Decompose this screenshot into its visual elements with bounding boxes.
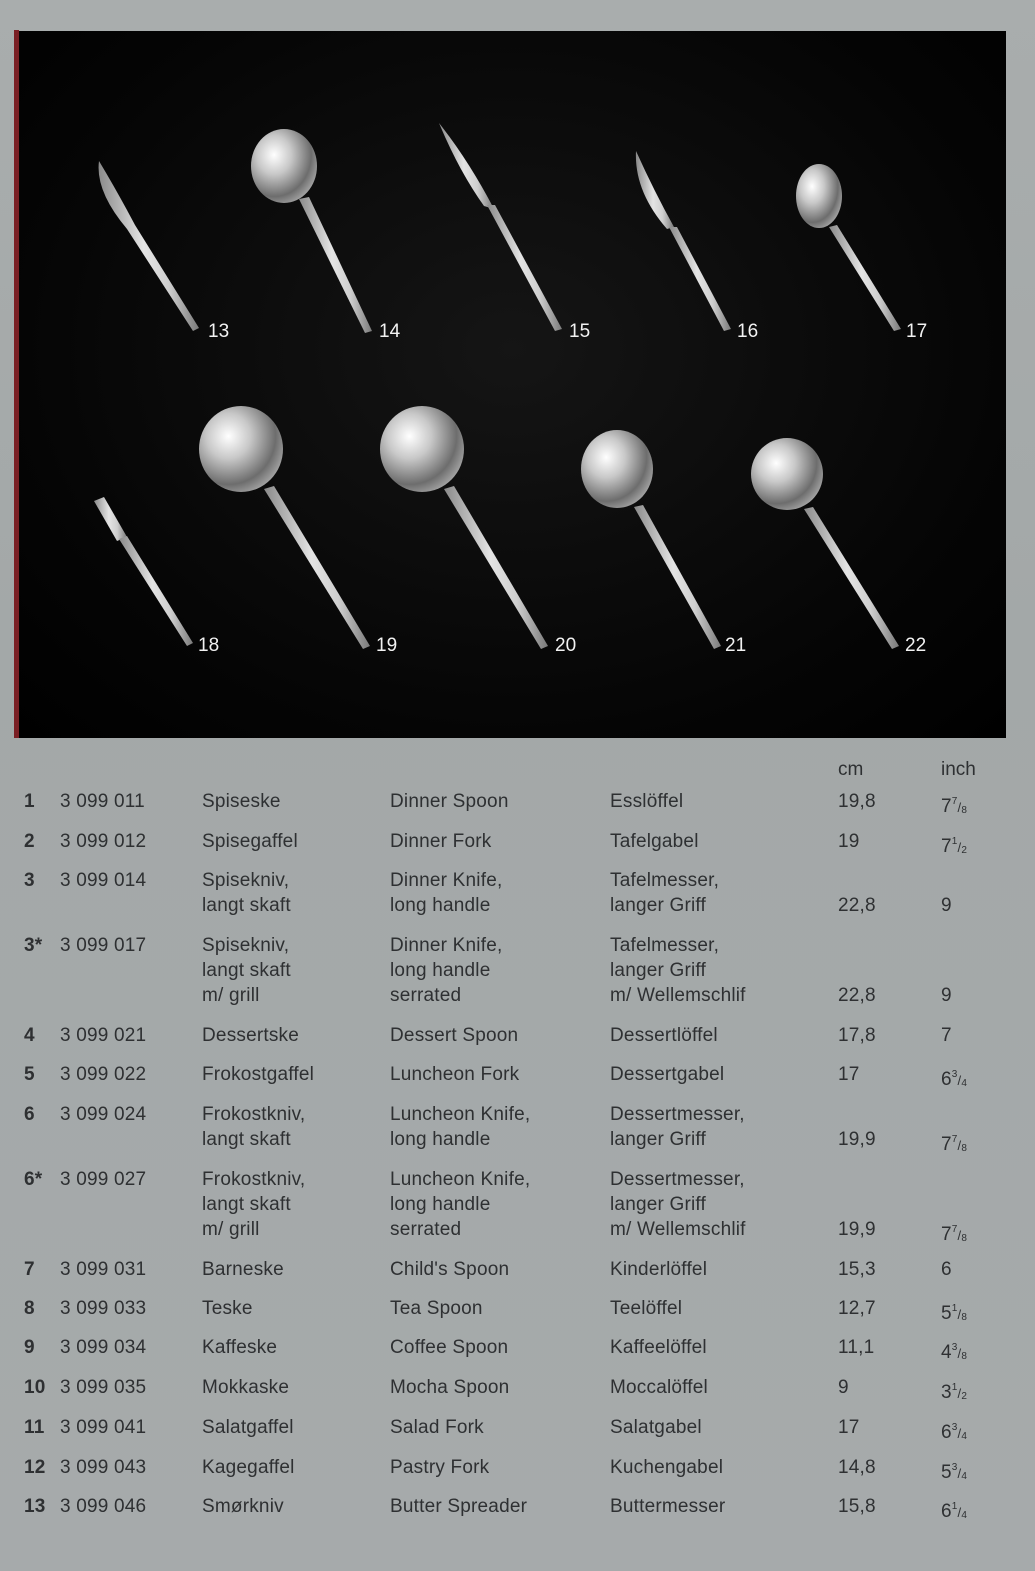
item-name-german: Moccalöffel bbox=[610, 1377, 708, 1398]
item-length-inch bbox=[941, 1335, 967, 1369]
item-length-cm: 17 bbox=[838, 1417, 860, 1438]
item-code: 3 099 034 bbox=[60, 1337, 147, 1358]
inch-whole: 6 bbox=[941, 1259, 952, 1280]
inch-whole: 6 bbox=[941, 1069, 952, 1090]
item-name-german: Kaffeelöffel bbox=[610, 1337, 707, 1358]
inch-fraction-numerator: 1 bbox=[951, 1382, 958, 1393]
fraction-slash: / bbox=[957, 1466, 962, 1481]
fraction-slash: / bbox=[957, 1228, 962, 1243]
inch-whole: 6 bbox=[941, 1422, 952, 1443]
inch-whole: 7 bbox=[941, 1134, 952, 1155]
piece-label-18: 18 bbox=[198, 635, 220, 656]
item-length-cm: 19,9 bbox=[838, 1219, 876, 1240]
item-code: 3 099 041 bbox=[60, 1417, 147, 1438]
fraction-slash: / bbox=[957, 1307, 962, 1322]
item-length-cm: 14,8 bbox=[838, 1457, 876, 1478]
inch-whole: 6 bbox=[941, 1501, 952, 1522]
piece-13-butter-spreader bbox=[99, 161, 199, 331]
item-number: 6 bbox=[24, 1104, 35, 1125]
item-length-inch bbox=[941, 1257, 952, 1282]
item-length-inch bbox=[941, 983, 952, 1008]
item-length-cm: 22,8 bbox=[838, 895, 876, 916]
item-name-german: Tafelgabel bbox=[610, 831, 699, 852]
inch-whole: 7 bbox=[941, 796, 952, 817]
item-name-norwegian: Frokostkniv, langt skaft m/ grill bbox=[202, 1169, 306, 1240]
fraction-slash: / bbox=[957, 1426, 962, 1441]
item-name-english: Salad Fork bbox=[390, 1417, 484, 1438]
item-length-inch bbox=[941, 893, 952, 918]
inch-fraction-denominator: 8 bbox=[961, 1233, 968, 1244]
item-length-inch bbox=[941, 1127, 967, 1161]
item-name-german: Teelöffel bbox=[610, 1298, 683, 1319]
item-name-english: Mocha Spoon bbox=[390, 1377, 510, 1398]
item-length-inch bbox=[941, 1455, 967, 1489]
item-name-norwegian: Barneske bbox=[202, 1259, 284, 1280]
piece-label-20: 20 bbox=[555, 635, 577, 656]
inch-whole: 4 bbox=[941, 1342, 952, 1363]
item-name-norwegian: Spisekniv, langt skaft bbox=[202, 870, 291, 916]
inch-fraction-numerator: 7 bbox=[951, 1134, 958, 1145]
item-length-inch bbox=[941, 1494, 967, 1528]
item-name-german: Kuchengabel bbox=[610, 1457, 724, 1478]
item-code: 3 099 031 bbox=[60, 1259, 147, 1280]
item-number: 7 bbox=[24, 1259, 35, 1280]
item-length-inch bbox=[941, 1023, 952, 1048]
inch-whole: 7 bbox=[941, 836, 952, 857]
cutlery-photo bbox=[19, 31, 1006, 738]
item-name-norwegian: Spisegaffel bbox=[202, 831, 298, 852]
item-length-inch bbox=[941, 1217, 967, 1251]
item-name-norwegian: Spiseske bbox=[202, 791, 281, 812]
inch-whole: 5 bbox=[941, 1303, 952, 1324]
item-length-cm: 11,1 bbox=[838, 1337, 875, 1358]
inch-fraction-numerator: 3 bbox=[951, 1462, 958, 1473]
inch-fraction-numerator: 7 bbox=[951, 1224, 958, 1235]
item-name-german: Esslöffel bbox=[610, 791, 684, 812]
item-number: 8 bbox=[24, 1298, 35, 1319]
item-name-norwegian: Dessertske bbox=[202, 1025, 300, 1046]
item-length-cm: 9 bbox=[838, 1377, 849, 1398]
item-code: 3 099 012 bbox=[60, 831, 147, 852]
item-code: 3 099 022 bbox=[60, 1064, 147, 1085]
inch-whole: 5 bbox=[941, 1462, 952, 1483]
item-name-norwegian: Frokostgaffel bbox=[202, 1064, 315, 1085]
item-name-german: Tafelmesser, langer Griff bbox=[610, 870, 720, 916]
inch-fraction-denominator: 4 bbox=[961, 1078, 968, 1089]
fraction-slash: / bbox=[957, 800, 962, 815]
piece-label-15: 15 bbox=[569, 321, 591, 342]
item-name-norwegian: Salatgaffel bbox=[202, 1417, 294, 1438]
piece-label-14: 14 bbox=[379, 321, 401, 342]
item-name-english: Luncheon Knife, long handle serrated bbox=[390, 1169, 531, 1240]
item-code: 3 099 035 bbox=[60, 1377, 147, 1398]
item-number: 13 bbox=[24, 1496, 46, 1517]
item-number: 6* bbox=[24, 1169, 43, 1190]
inch-fraction-denominator: 8 bbox=[961, 1143, 968, 1154]
header-inch: inch bbox=[941, 759, 976, 780]
item-length-inch bbox=[941, 829, 967, 863]
item-number: 10 bbox=[24, 1377, 46, 1398]
item-name-english: Butter Spreader bbox=[390, 1496, 528, 1517]
piece-label-21: 21 bbox=[725, 635, 747, 656]
inch-fraction-denominator: 4 bbox=[961, 1471, 968, 1482]
item-name-norwegian: Frokostkniv, langt skaft bbox=[202, 1104, 306, 1150]
piece-18-fork bbox=[94, 497, 193, 646]
item-name-norwegian: Kagegaffel bbox=[202, 1457, 295, 1478]
piece-20-serving-fork bbox=[380, 406, 548, 649]
item-number: 1 bbox=[24, 791, 35, 812]
item-name-norwegian: Spisekniv, langt skaft m/ grill bbox=[202, 935, 291, 1006]
item-number: 2 bbox=[24, 831, 35, 852]
item-name-norwegian: Mokkaske bbox=[202, 1377, 290, 1398]
fraction-slash: / bbox=[957, 1073, 962, 1088]
piece-17-spoon bbox=[796, 164, 901, 331]
item-length-inch bbox=[941, 1062, 967, 1096]
item-number: 12 bbox=[24, 1457, 46, 1478]
item-length-cm: 15,3 bbox=[838, 1259, 876, 1280]
item-name-german: Dessertgabel bbox=[610, 1064, 725, 1085]
item-code: 3 099 027 bbox=[60, 1169, 147, 1190]
item-length-cm: 15,8 bbox=[838, 1496, 876, 1517]
item-name-english: Luncheon Fork bbox=[390, 1064, 520, 1085]
inch-fraction-denominator: 4 bbox=[961, 1431, 968, 1442]
fraction-slash: / bbox=[957, 1386, 962, 1401]
item-length-inch bbox=[941, 1415, 967, 1449]
item-name-english: Dessert Spoon bbox=[390, 1025, 519, 1046]
fraction-slash: / bbox=[957, 1346, 962, 1361]
item-name-german: Dessertmesser, langer Griff m/ Wellemschlif bbox=[610, 1169, 746, 1240]
fraction-slash: / bbox=[957, 1138, 962, 1153]
item-length-cm: 17 bbox=[838, 1064, 860, 1085]
fraction-slash: / bbox=[957, 1505, 962, 1520]
item-length-cm: 12,7 bbox=[838, 1298, 876, 1319]
inch-fraction-denominator: 8 bbox=[961, 1312, 968, 1323]
item-code: 3 099 021 bbox=[60, 1025, 147, 1046]
item-name-english: Dinner Knife, long handle bbox=[390, 870, 503, 916]
inch-whole: 9 bbox=[941, 985, 952, 1006]
item-length-cm: 19,9 bbox=[838, 1129, 876, 1150]
inch-fraction-numerator: 7 bbox=[951, 796, 958, 807]
item-name-norwegian: Smørkniv bbox=[202, 1496, 284, 1517]
inch-fraction-numerator: 1 bbox=[951, 1303, 958, 1314]
inch-fraction-denominator: 2 bbox=[961, 845, 968, 856]
piece-16-knife bbox=[636, 151, 731, 331]
piece-15-server bbox=[439, 123, 562, 331]
item-length-inch bbox=[941, 1375, 967, 1409]
item-name-english: Luncheon Knife, long handle bbox=[390, 1104, 531, 1150]
inch-whole: 3 bbox=[941, 1382, 952, 1403]
item-name-german: Kinderlöffel bbox=[610, 1259, 708, 1280]
item-length-cm: 17,8 bbox=[838, 1025, 876, 1046]
inch-fraction-numerator: 1 bbox=[951, 836, 958, 847]
item-name-german: Tafelmesser, langer Griff m/ Wellemschlif bbox=[610, 935, 746, 1006]
item-code: 3 099 017 bbox=[60, 935, 147, 956]
piece-19-serving-spoon bbox=[199, 406, 370, 649]
item-name-german: Dessertlöffel bbox=[610, 1025, 718, 1046]
inch-fraction-numerator: 3 bbox=[951, 1069, 958, 1080]
item-number: 4 bbox=[24, 1025, 35, 1046]
item-length-inch bbox=[941, 789, 967, 823]
item-code: 3 099 043 bbox=[60, 1457, 147, 1478]
item-code: 3 099 046 bbox=[60, 1496, 147, 1517]
item-code: 3 099 011 bbox=[60, 791, 145, 812]
inch-fraction-denominator: 8 bbox=[961, 805, 968, 816]
item-length-cm: 19 bbox=[838, 831, 860, 852]
item-name-english: Dinner Fork bbox=[390, 831, 492, 852]
item-number: 9 bbox=[24, 1337, 35, 1358]
item-name-english: Child's Spoon bbox=[390, 1259, 510, 1280]
piece-label-17: 17 bbox=[906, 321, 928, 342]
item-code: 3 099 014 bbox=[60, 870, 147, 891]
cutlery-illustration bbox=[19, 31, 1006, 738]
inch-fraction-numerator: 3 bbox=[951, 1342, 958, 1353]
item-name-english: Coffee Spoon bbox=[390, 1337, 509, 1358]
item-number: 3* bbox=[24, 935, 43, 956]
header-cm: cm bbox=[838, 759, 864, 780]
piece-label-16: 16 bbox=[737, 321, 759, 342]
fraction-slash: / bbox=[957, 840, 962, 855]
inch-fraction-denominator: 2 bbox=[961, 1391, 968, 1402]
piece-label-22: 22 bbox=[905, 635, 927, 656]
item-length-cm: 19,8 bbox=[838, 791, 876, 812]
piece-22-salad-fork bbox=[751, 438, 899, 649]
inch-whole: 9 bbox=[941, 895, 952, 916]
inch-fraction-numerator: 3 bbox=[951, 1422, 958, 1433]
item-name-german: Buttermesser bbox=[610, 1496, 726, 1517]
item-name-english: Dinner Knife, long handle serrated bbox=[390, 935, 503, 1006]
item-name-english: Tea Spoon bbox=[390, 1298, 483, 1319]
item-name-norwegian: Kaffeske bbox=[202, 1337, 278, 1358]
inch-fraction-numerator: 1 bbox=[951, 1501, 958, 1512]
item-name-norwegian: Teske bbox=[202, 1298, 253, 1319]
item-number: 11 bbox=[24, 1417, 45, 1438]
item-length-inch bbox=[941, 1296, 967, 1330]
item-name-english: Pastry Fork bbox=[390, 1457, 490, 1478]
inch-whole: 7 bbox=[941, 1025, 952, 1046]
piece-21-serving-spoon bbox=[581, 430, 721, 649]
piece-label-13: 13 bbox=[208, 321, 230, 342]
item-code: 3 099 033 bbox=[60, 1298, 147, 1319]
item-number: 5 bbox=[24, 1064, 35, 1085]
item-code: 3 099 024 bbox=[60, 1104, 147, 1125]
inch-fraction-denominator: 4 bbox=[961, 1510, 968, 1521]
piece-label-19: 19 bbox=[376, 635, 398, 656]
item-number: 3 bbox=[24, 870, 35, 891]
item-name-german: Dessertmesser, langer Griff bbox=[610, 1104, 745, 1150]
item-length-cm: 22,8 bbox=[838, 985, 876, 1006]
item-name-german: Salatgabel bbox=[610, 1417, 702, 1438]
inch-whole: 7 bbox=[941, 1224, 952, 1245]
piece-14-spoon bbox=[251, 129, 372, 333]
inch-fraction-denominator: 8 bbox=[961, 1351, 968, 1362]
item-name-english: Dinner Spoon bbox=[390, 791, 509, 812]
